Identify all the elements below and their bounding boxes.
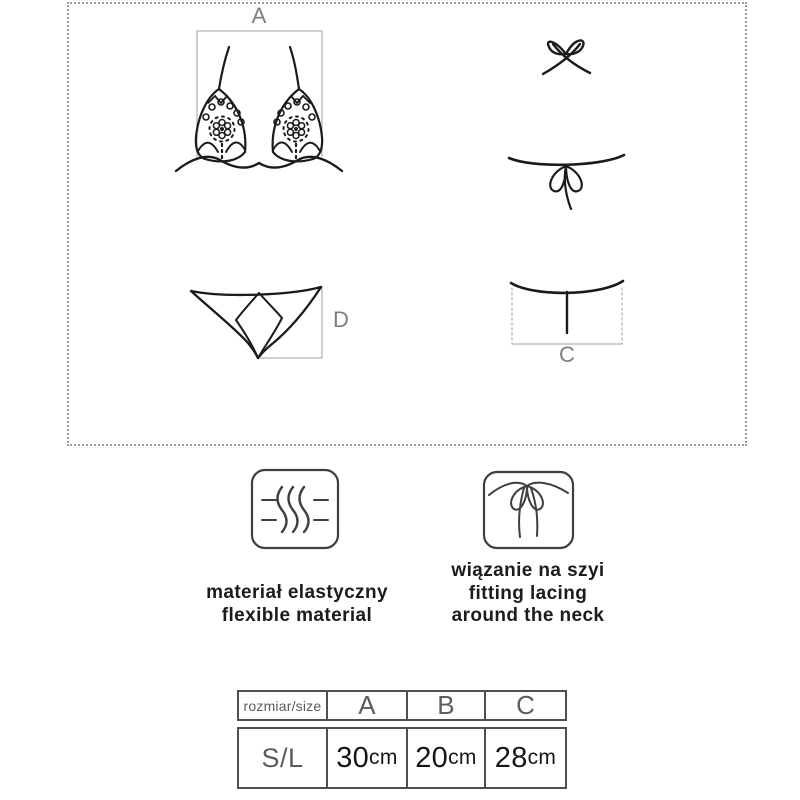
- feature-caption-elastic: [176, 582, 418, 627]
- size-table-header-row: [237, 690, 567, 721]
- lacing-bow: [489, 483, 568, 537]
- value-unit: cm: [369, 746, 398, 769]
- feature-caption-lacing: [428, 560, 628, 628]
- header-cell-a: A: [328, 692, 408, 719]
- caption-line: materiał elastyczny: [206, 582, 388, 603]
- value-number: 30: [336, 741, 370, 774]
- cell-size-name: S/L: [239, 729, 328, 787]
- size-table: [237, 690, 567, 790]
- dash-marks: [262, 500, 328, 520]
- header-cell-size: rozmiar/size: [239, 692, 328, 719]
- value-number: 20: [415, 741, 449, 774]
- neck-lacing-icon: [482, 470, 575, 550]
- caption-line: around the neck: [451, 605, 605, 626]
- elastic-material-icon: [250, 468, 340, 550]
- neck-tie-drawing: [543, 40, 590, 74]
- measure-label-a: A: [251, 3, 267, 28]
- header-cell-b: B: [408, 692, 486, 719]
- header-cell-c: C: [516, 690, 535, 720]
- measure-label-d: D: [333, 307, 349, 332]
- bra-top-drawing: [176, 31, 342, 171]
- back-band-drawing: [511, 281, 623, 344]
- size-table-data-row: [237, 727, 567, 789]
- cell-value-b: [408, 729, 486, 787]
- panties-drawing: [191, 287, 322, 358]
- wave-lines: [278, 487, 309, 532]
- measure-label-c: C: [559, 342, 575, 367]
- value-unit: cm: [527, 746, 557, 769]
- cell-value-c: [486, 729, 565, 787]
- value-unit: cm: [448, 746, 477, 769]
- back-strap-tie-drawing: [509, 155, 624, 209]
- value-number: 28: [494, 741, 528, 774]
- caption-line: fitting lacing: [468, 582, 588, 604]
- caption-line: wiązanie na szyi: [451, 560, 605, 581]
- cell-value-a: [328, 729, 408, 787]
- caption-line: flexible material: [221, 604, 373, 626]
